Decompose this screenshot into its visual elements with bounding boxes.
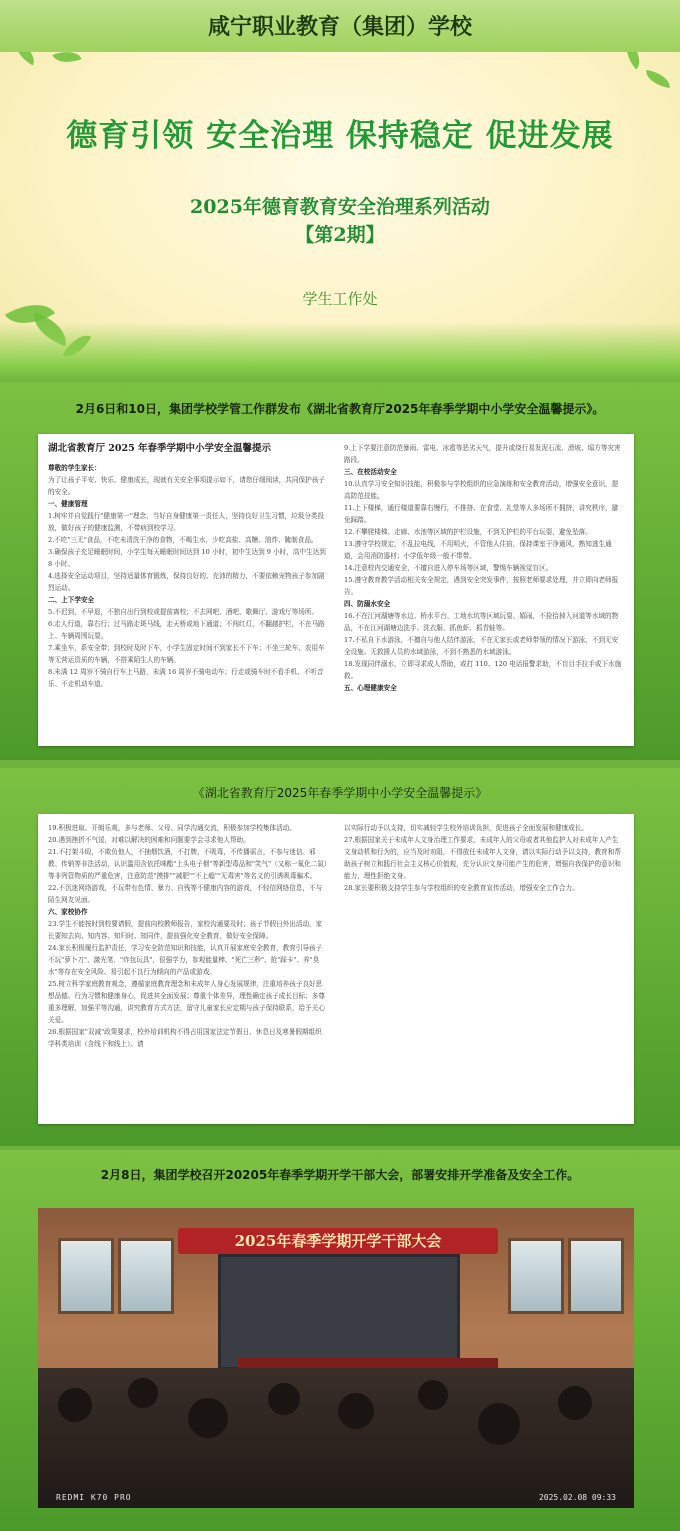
audience-head: [338, 1393, 374, 1429]
document-paragraph: 5.不迟到，不早退，不独自出行到校或提前离校；不去网吧、酒吧、歌舞厅、游戏厅等场所。: [48, 608, 319, 616]
meeting-photo: [38, 1208, 634, 1508]
document-paragraph: 19.积极进取、开朗乐观，多与老师、父母、同学沟通交流，积极参加学校集体活动。: [48, 824, 296, 832]
document-paragraph: 15.遵守教育教学活动相关安全规定，遇到安全突发事件，按照老师要求处理，并立即向老师报告。: [344, 576, 619, 596]
document-title: 湖北省教育厅 2025 年春季学期中小学安全温馨提示: [48, 443, 272, 454]
document-paragraph: 12.不攀爬楼梯、走廊、水池等区域的护栏设施，不到无护栏的平台玩耍，避免坠落。: [344, 528, 592, 536]
window: [508, 1238, 564, 1314]
document-paragraph: 28.家长要积极支持学生参与学校组织的安全教育宣传活动，增强安全工作合力。: [344, 884, 579, 892]
document-paragraph: 3.确保孩子充足睡眠时间，小学生每天睡眠时间达到 10 小时，初中生达到 9 小时，高中生达到 8 小时。: [48, 548, 326, 568]
document-paragraph: 17.不私自下水游泳，不擅自与他人结伴游泳，不在无家长或老师带领的情况下游泳，不到无安全设施、无救援人员的水域游泳，不到不熟悉的水域游泳。: [344, 636, 619, 656]
slogan: 德育引领 安全治理 保持稳定 促进发展: [66, 118, 614, 154]
document-paragraph: 11.上下楼梯，通行楼道要靠右慢行，不推挤、在食堂、礼堂等人多场所不拥挤，讲究秩序，避免踩踏。: [344, 504, 619, 524]
document-heading: 一、健康管理: [48, 500, 88, 508]
leaf-decoration: [619, 52, 646, 69]
section-1: [0, 382, 680, 760]
notice-document-page-1: [38, 434, 634, 746]
audience-head: [188, 1398, 228, 1438]
audience-head: [128, 1378, 158, 1408]
document-paragraph: 13.遵守学校规定，不乱拉电线，不用明火，不管他人住宿，保持课室干净通风，熟知逃生通道，会用消防器材；小学低年级一般不带带。: [344, 540, 612, 560]
window: [568, 1238, 624, 1314]
document-heading: 二、上下学安全: [48, 596, 95, 604]
grass-decoration: [0, 322, 680, 382]
issue-number: 【第2期】: [295, 224, 385, 246]
document-paragraph: 9.上下学要注意防范暴雨、雷电、冰雹等恶劣天气，提升或绕行易发泥石流、滑坡、塌方等灾害路段。: [344, 444, 621, 464]
document-paragraph: 23.学生不能按时到校要请假，提前向校教师报告，家校沟通要及时；孩子节假日外出活动，家长要知去向、知内容、知归时、知同伴，提前强化安全教育，做好安全保障。: [48, 920, 323, 940]
title-banner: [0, 52, 680, 382]
document-heading: 尊敬的学生家长：: [48, 464, 101, 472]
section-2: [0, 768, 680, 1146]
document-paragraph: 18.发现同伴溺水，立即寻求成人帮助，或打 110、120 电话报警求助，不盲目手拉手或下水施救。: [344, 660, 622, 680]
document-paragraph: 27.根据国家关于未成年人文身治理工作要求，未成年人的父母或者其他监护人对未成年人产生文身动机和行为的，应当及时劝阻，不得放任未成年人文身，请以实际行动予以支持，教育和帮助孩子树立和践行社会主义核心价值观，充分认识文身可能产生的危害，增强自我保护的意识和能力，理性拒绝文身。: [344, 836, 621, 880]
section-2-caption: 《湖北省教育厅2025年春季学期中小学安全温馨提示》: [192, 786, 488, 800]
school-name: 咸宁职业教育（集团）学校: [207, 14, 472, 40]
audience-head: [58, 1388, 92, 1422]
department: 学生工作处: [302, 290, 378, 308]
projection-screen: [218, 1254, 460, 1370]
document-left-column: [48, 822, 328, 1050]
document-paragraph: 4.选择安全运动项目，坚持适量体育锻炼，保持良好的、充沛的精力，不要依赖宠物孩子参加剧烈运动。: [48, 572, 325, 592]
leaf-decoration: [644, 70, 672, 88]
document-heading: 四、防溺水安全: [344, 600, 391, 608]
photo-timestamp: 2025.02.08 09:33: [538, 1493, 616, 1502]
document-heading: 五、心理健康安全: [344, 684, 397, 692]
document-left-column: [48, 442, 328, 690]
document-paragraph: 20.遇到挫折不气馁，对难以解决的困难和问题要学会寻求他人帮助。: [48, 836, 250, 844]
document-paragraph: 22.不沉迷网络游戏，不玩带有色情、暴力、自残等不健康内容的游戏，不轻信网络信息，不与陌生网友见面。: [48, 884, 323, 904]
document-paragraph: 24.家长积极履行监护责任，学习安全防范知识和技能，认真开展家庭安全教育，教育引导孩子不玩"萝卜刀"、激光笔、"炸包玩具"，很强学力，参观能量棒、"死亡三秒"、抢"踩卡"、养"臭水"等存在安全风险、易引起不良行为倾向的产品或游戏。: [48, 944, 323, 976]
document-paragraph: 8.未满 12 周岁不骑自行车上马路，未满 16 周岁不骑电动车；行走或骑车时不看手机、不听音乐、不走机动车道。: [48, 668, 324, 688]
document-paragraph: 以实际行动予以支持，切实减轻学生校外培训负担，促进孩子全面发展和健康成长。: [344, 824, 588, 832]
document-right-column: [344, 822, 624, 894]
document-paragraph: 14.注意校内交通安全，不擅自进入停车场等区域，警惕车辆视觉盲区。: [344, 564, 553, 572]
section-1-caption: 2月6日和10日，集团学校学管工作群发布《湖北省教育厅2025年春季学期中小学安全温馨提示》。: [75, 402, 605, 416]
document-paragraph: 2.不吃"三无"食品，不吃未清洗干净的食物，不喝生水，少吃高盐、高糖、油炸、腌制食品。: [48, 536, 318, 544]
document-paragraph: 10.认真学习安全知识技能，积极参与学校组织的应急演练和安全教育活动，增强安全意识，提高防范技能。: [344, 480, 619, 500]
document-paragraph: 1.树牢并自觉践行"健康第一"理念，当好自身健康第一责任人，坚持良好卫生习惯，垃圾分类投放，做好孩子的健康监测，不带病到校学习。: [48, 512, 325, 532]
document-paragraph: 16.不在江河湖塘等水边、桥水平台、工地水坑等区域玩耍、嬉闹，不捡拾掉入河道等水域的物品，不在江河湖塘边洗手、洗衣服、抓鱼虾、抓青蛙等。: [344, 612, 619, 632]
stage-banner-text: 2025年春季学期开学干部大会: [234, 1232, 442, 1250]
leaf-decoration: [52, 52, 81, 68]
document-paragraph: 为了让孩子平安、快乐、健康成长，现就有关安全事项提示如下，请您仔细阅读，共同保护孩子的安全。: [48, 476, 325, 496]
document-paragraph: 25.树立科学家庭教育观念，遵循家庭教育理念和未成年人身心发展规律，注重培养孩子良好思想品德、行为习惯和健康身心，促进其全面发展；尊重个体差异，理性确定孩子成长目标；多尊重多理解，加强平等沟通，讲究教育方式方法，留守儿童家长应定期与孩子保持联系，给予关心关爱。: [48, 980, 325, 1024]
window: [118, 1238, 174, 1314]
document-paragraph: 7.乘坐车，系安全带；到校时及时下车，小学生固定时间不到家长不下车；不坐三轮车、农用车等无营运资质的车辆，不搭乘陌生人的车辆。: [48, 644, 325, 664]
document-right-column: [344, 442, 624, 694]
notice-document-page-2: [38, 814, 634, 1124]
document-paragraph: 21.不打架斗殴，不欺负他人，不抽烟饮酒，不打牌，不吸毒，不传播谣言，不参与迷信、邪教、传销等非法活动，认识滥用含依托咪酯"上头电子烟"等新型毒品和"笑气"（又称一氧化二氮）等非列管物质的严重危害，注意防范"摸排""减肥""不上瘾""无毒害"等名义的引诱吸毒骗术。: [48, 848, 328, 880]
document-paragraph: 6.走人行道，靠右行；过马路走斑马线，走天桥或地下通道；不闯红灯，不翻越护栏，不在马路上、车辆周围玩耍。: [48, 620, 325, 640]
document-heading: 六、家校协作: [48, 908, 88, 916]
document-paragraph: 26.根据国家"双减"政策要求，校外培训机构不得占用国家法定节假日、休息日及寒暑假期组织学科类培训（含线下和线上）。请: [48, 1028, 322, 1048]
audience-head: [268, 1383, 300, 1415]
camera-watermark: REDMI K70 PRO: [56, 1493, 132, 1502]
header-bar: [0, 0, 680, 52]
window: [58, 1238, 114, 1314]
audience-head: [478, 1403, 520, 1445]
audience-head: [418, 1380, 448, 1410]
section-3-caption: 2月8日，集团学校召开20205年春季学期开学干部大会，部署安排开学准备及安全工作。: [100, 1168, 580, 1182]
series-title: 2025年德育教育安全治理系列活动: [190, 196, 490, 218]
leaf-decoration: [10, 52, 40, 66]
audience: [38, 1368, 634, 1508]
document-heading: 三、在校活动安全: [344, 468, 397, 476]
audience-head: [558, 1386, 592, 1420]
